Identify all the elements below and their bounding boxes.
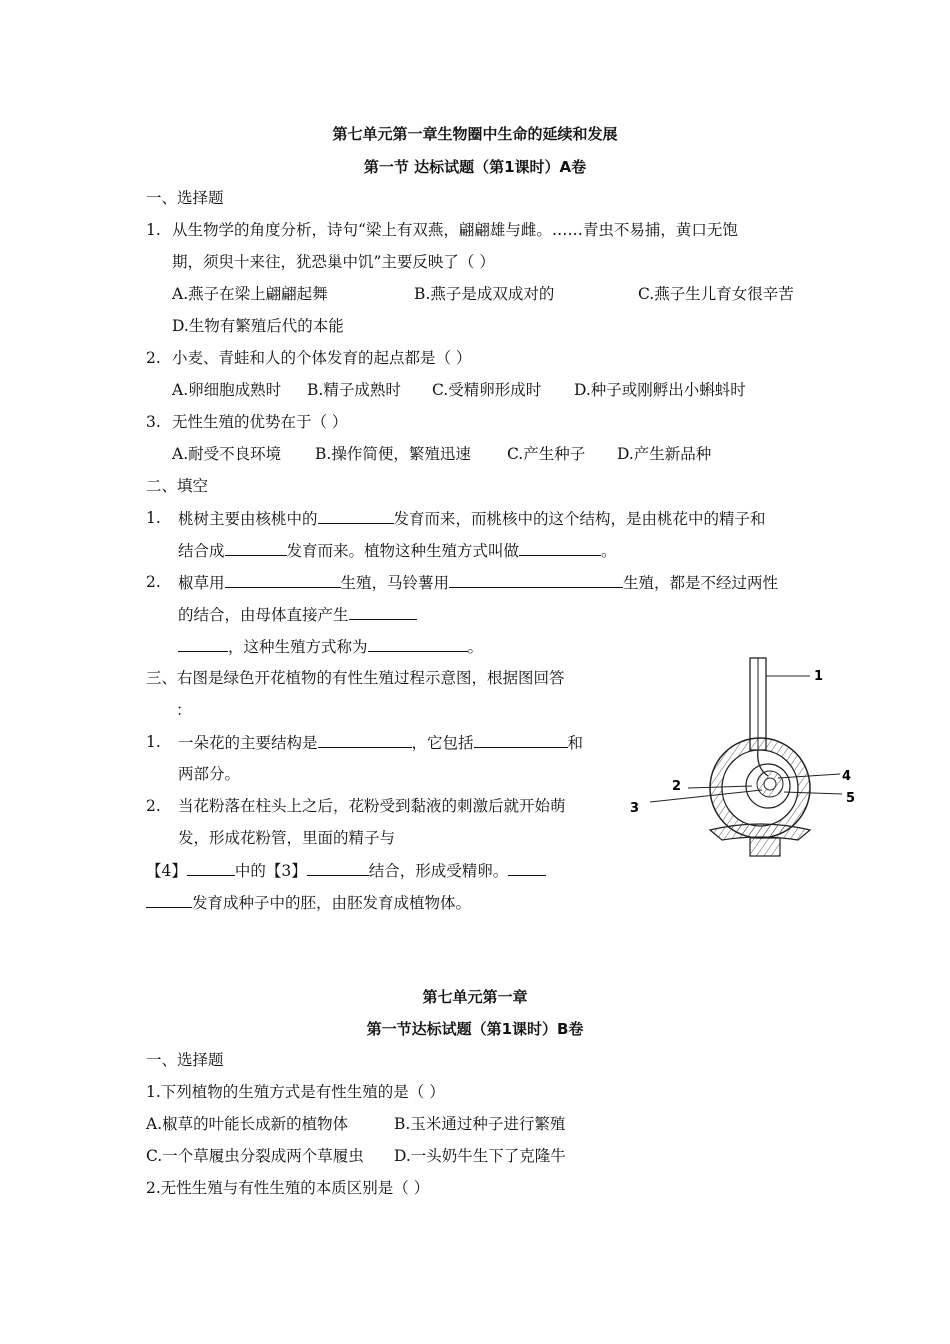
diagram-label-4: 4 [842,769,852,784]
f1-line1 [178,507,766,530]
f2-text-d: 的结合，由母体直接产生 [178,606,349,624]
f2-text-b: 生殖，马铃薯用 [340,574,450,592]
section-choice: 一、选择题 [146,189,224,207]
b-q1-option-a: A.椒草的叶能长成新的植物体 [146,1115,349,1133]
flower-fertilization-diagram [622,650,872,860]
q3-option-c: C.产生种子 [507,445,586,463]
f2-text-c: 生殖，都是不经过两性 [623,574,779,592]
q1-option-a: A.燕子在梁上翩翩起舞 [172,285,328,303]
f1-number: 1. [146,509,161,527]
b-q1-option-c: C.一个草履虫分裂成两个草履虫 [146,1147,364,1165]
f1-line2 [178,539,617,562]
section-b-choice: 一、选择题 [146,1051,224,1069]
f2-blank-3b[interactable] [178,635,228,652]
q2-option-d: D.种子或刚孵出小蝌蚪时 [574,381,746,399]
diagram-label-3: 3 [630,801,640,816]
t2-text-a: 【4】 [146,862,187,880]
q2-option-b: B.精子成熟时 [307,381,401,399]
f1-blank-2[interactable] [225,539,287,556]
t1-text-b: ，它包括 [411,734,474,752]
q3-option-a: A.耐受不良环境 [172,445,282,463]
q1-option-b: B.燕子是成双成对的 [414,285,555,303]
title-sub: 第一节 达标试题（第1课时）A卷 [363,158,587,176]
q3-stem: 无性生殖的优势在于（ ） [172,413,348,431]
title-main: 第七单元第一章生物圈中生命的延续和发展 [332,125,618,143]
t1-line2: 两部分。 [178,765,241,783]
section-diagram-colon: ： [176,701,192,719]
b-q2-stem: 2.无性生殖与有性生殖的本质区别是（ ） [146,1179,430,1197]
f2-blank-3[interactable] [349,603,417,620]
t1-line1 [178,731,583,754]
f1-text-a: 桃树主要由核桃中的 [178,510,318,528]
t2-text-c: 结合，形成受精卵。 [368,862,509,880]
q3-option-b: B.操作简便，繁殖迅速 [315,445,471,463]
f2-blank-1[interactable] [225,571,341,588]
q1-stem-line1: 从生物学的角度分析，诗句“梁上有双燕，翩翩雄与雌。……青虫不易捕，黄口无饱 [172,221,738,239]
f2-blank-4[interactable] [368,635,468,652]
t2-blank-3[interactable] [508,859,546,876]
t1-blank-1[interactable] [318,731,412,748]
t2-text-d: 发育成种子中的胚，由胚发育成植物体。 [192,894,472,912]
t2-number: 2. [146,797,161,815]
f1-blank-3[interactable] [519,539,601,556]
t2-line2: 发，形成花粉管，里面的精子与 [178,829,396,847]
q1-option-d: D.生物有繁殖后代的本能 [172,317,344,335]
q1-option-c: C.燕子生儿育女很辛苦 [638,285,794,303]
q2-option-a: A.卵细胞成熟时 [172,381,282,399]
q1-number: 1. [146,221,161,239]
diagram-label-2: 2 [672,779,682,794]
t1-number: 1. [146,733,161,751]
title-b-sub: 第一节达标试题（第1课时）B卷 [366,1020,584,1038]
t2-line3 [146,859,546,882]
section-fill: 二、填空 [146,477,209,495]
b-q1-stem: 1.下列植物的生殖方式是有性生殖的是（ ） [146,1083,445,1101]
f1-blank-1[interactable] [318,507,394,524]
f2-text-f: 。 [467,638,484,656]
f2-line3 [178,635,483,658]
f2-text-a: 椒草用 [178,574,225,592]
section-diagram-question: 三、右图是绿色开花植物的有性生殖过程示意图，根据图回答 [146,669,565,687]
t2-blank-1[interactable] [187,859,235,876]
f1-text-d: 发育而来。植物这种生殖方式叫做 [286,542,520,560]
t2-blank-2[interactable] [307,859,369,876]
t2-line1: 当花粉落在柱头上之后，花粉受到黏液的刺激后就开始萌 [178,797,566,815]
title-b-main: 第七单元第一章 [422,988,528,1006]
f2-line2 [178,603,417,626]
t1-blank-2[interactable] [474,731,568,748]
f2-blank-2[interactable] [449,571,623,588]
f1-text-b: 发育而来，而桃核中的这个结构，是由桃花中的精子和 [393,510,766,528]
q3-option-d: D.产生新品种 [617,445,712,463]
f2-text-e: ，这种生殖方式称为 [228,638,368,656]
diagram-label-1: 1 [814,669,824,684]
f2-line1 [178,571,778,594]
b-q1-option-b: B.玉米通过种子进行繁殖 [394,1115,566,1133]
q2-stem: 小麦、青蛙和人的个体发育的起点都是（ ） [172,349,472,367]
f1-text-c: 结合成 [178,542,225,560]
t2-text-b: 中的【3】 [234,862,307,880]
q2-option-c: C.受精卵形成时 [432,381,542,399]
b-q1-option-d: D.一头奶牛生下了克隆牛 [394,1147,566,1165]
t1-text-c: 和 [567,734,584,752]
q3-number: 3. [146,413,161,431]
q2-number: 2. [146,349,161,367]
t1-text-a: 一朵花的主要结构是 [178,734,318,752]
t2-line4 [146,891,471,914]
f2-number: 2. [146,573,161,591]
f1-text-e: 。 [601,542,617,560]
t2-blank-3b[interactable] [146,891,192,908]
diagram-label-5: 5 [846,791,856,806]
q1-stem-line2: 期，须臾十来往，犹恐巢中饥”主要反映了（ ） [172,253,495,271]
